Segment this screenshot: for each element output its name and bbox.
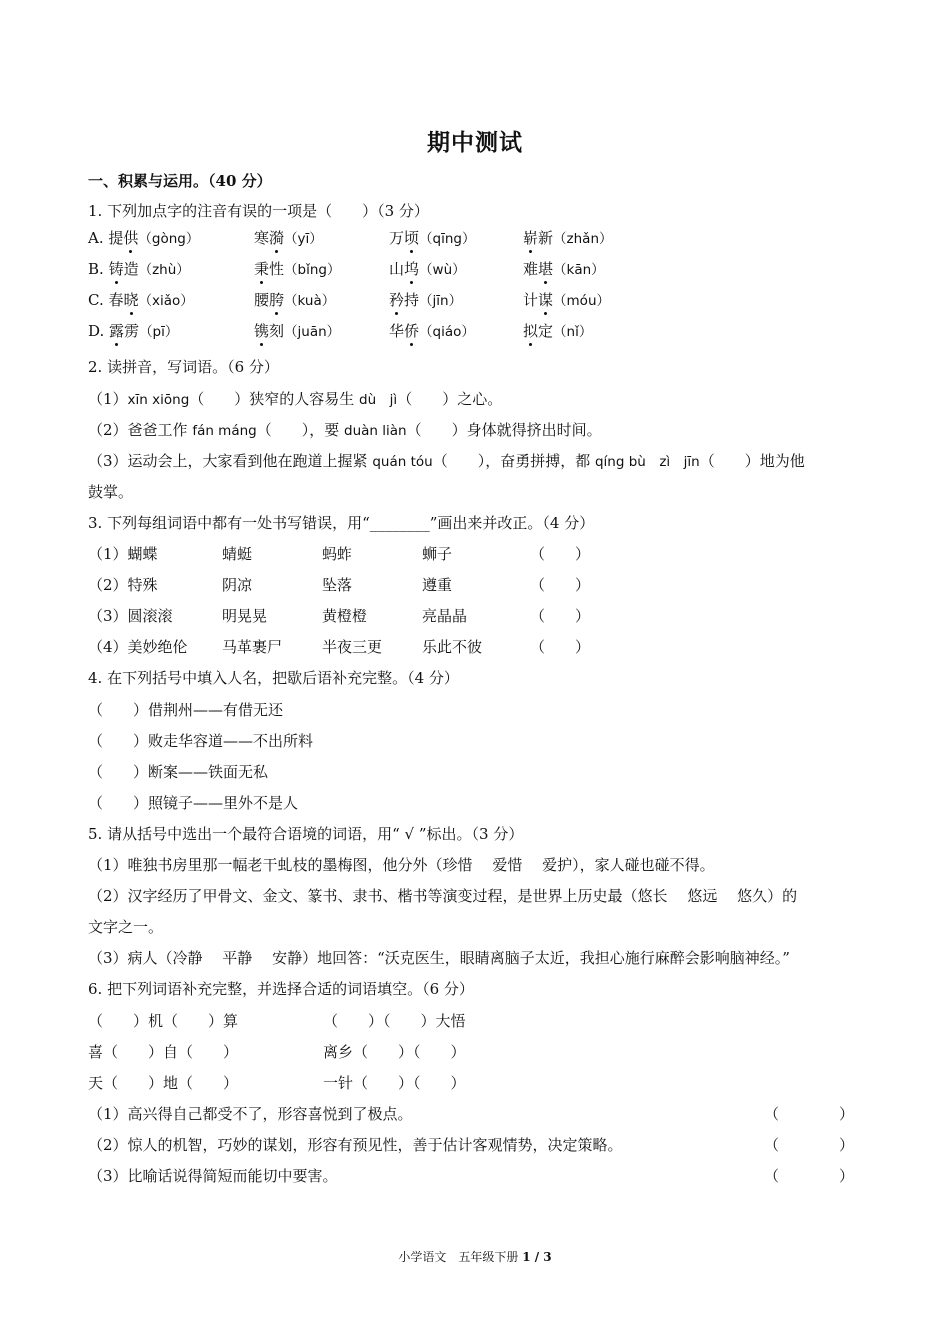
- q6-item-text: （1）高兴得自己都受不了，形容喜悦到了极点。: [88, 1105, 413, 1123]
- dotted-char: 侨: [404, 322, 420, 340]
- pinyin: （bǐng）: [284, 262, 341, 278]
- option-char: 雳: [124, 322, 140, 340]
- q1-option-word: [523, 259, 605, 280]
- q4-line: （ ）借荆州——有借无还: [88, 701, 284, 719]
- q3-word: 蚂蚱: [322, 545, 353, 563]
- q3-word: 半夜三更: [322, 638, 383, 656]
- q6-word-blank: 离乡（ ）（ ）: [323, 1043, 466, 1061]
- q3-word: 蜻蜓: [222, 545, 253, 563]
- q6-word-blank: 天（ ）地（ ）: [88, 1074, 239, 1092]
- pinyin: （zhù）: [138, 262, 190, 278]
- pinyin: （qīng）: [419, 231, 476, 247]
- dotted-char: 顷: [404, 229, 420, 247]
- section-heading: 一、积累与运用。（40 分）: [88, 172, 272, 190]
- q5-line: 文字之一。: [88, 918, 164, 936]
- pinyin: （zhǎn）: [553, 231, 613, 247]
- q1-option-word: [254, 259, 340, 280]
- dotted-char: 供: [123, 229, 139, 247]
- pinyin: （wù）: [419, 262, 466, 278]
- q3-word: （2）特殊: [88, 576, 158, 594]
- pinyin: （jīn）: [419, 293, 463, 309]
- q4-line: （ ）照镜子——里外不是人: [88, 794, 299, 812]
- option-char: 刻: [269, 322, 285, 340]
- q5-line: （3）病人（冷静 平静 安静）地回答：“沃克医生，眼睛离脑子太近，我担心施行麻醉会影响脑神经。”: [88, 949, 790, 967]
- q4-line: （ ）败走华容道——不出所料: [88, 732, 314, 750]
- pinyin: （nǐ）: [553, 324, 593, 340]
- dotted-char: 谋: [538, 291, 554, 309]
- option-char: 华: [389, 322, 405, 340]
- pinyin: （yī）: [284, 231, 323, 247]
- dotted-char: 矜: [389, 291, 405, 309]
- q6-item-blank: （ ）: [764, 1167, 855, 1185]
- pinyin: （pī）: [139, 324, 179, 340]
- q5-stem: 5. 请从括号中选出一个最符合语境的词语，用“ √ ”标出。（3 分）: [88, 825, 524, 843]
- q3-word: （4）美妙绝伦: [88, 638, 188, 656]
- option-char: 造: [123, 260, 139, 278]
- q1-option-word: [389, 259, 466, 280]
- dotted-char: 镌: [254, 322, 270, 340]
- q3-word: （1）蝴蝶: [88, 545, 158, 563]
- dotted-char: 崭: [523, 229, 539, 247]
- q1-option-word: [523, 321, 592, 342]
- q3-word: 亮晶晶: [422, 607, 468, 625]
- option-char: 寒: [254, 229, 270, 247]
- q6-item-text: （3）比喻话说得简短而能切中要害。: [88, 1167, 338, 1185]
- q6-word-blank: （ ）（ ）大悟: [323, 1012, 466, 1030]
- q6-stem: 6. 把下列词语补充完整，并选择合适的词语填空。（6 分）: [88, 980, 474, 998]
- option-letter: D.: [88, 322, 110, 340]
- q1-option-word: [523, 290, 610, 311]
- q6-word-blank: 一针（ ）（ ）: [323, 1074, 466, 1092]
- option-char: 持: [404, 291, 420, 309]
- dotted-char: 露: [109, 322, 125, 340]
- q1-option-word: [389, 290, 462, 311]
- option-char: 提: [108, 229, 124, 247]
- option-letter: B.: [88, 260, 109, 278]
- q2-line-4: 鼓掌。: [88, 483, 134, 501]
- q1-option-word: [88, 259, 190, 280]
- q3-answer-blank: （ ）: [530, 638, 591, 656]
- q1-option-word: [389, 321, 475, 342]
- pinyin: （xiǎo）: [138, 293, 194, 309]
- q6-item-text: （2）惊人的机智，巧妙的谋划，形容有预见性，善于估计客观情势，决定策略。: [88, 1136, 623, 1154]
- option-char: 难: [523, 260, 539, 278]
- q5-line: （1）唯独书房里那一幅老干虬枝的墨梅图，他分外（珍惜 爱惜 爱护），家人碰也碰不得。: [88, 856, 715, 874]
- q1-option-word: [88, 228, 199, 249]
- q3-word: 蛳子: [422, 545, 453, 563]
- option-char: 新: [538, 229, 554, 247]
- q4-line: （ ）断案——铁面无私: [88, 763, 269, 781]
- q4-stem: 4. 在下列括号中填入人名，把歇后语补充完整。（4 分）: [88, 669, 459, 687]
- dotted-char: 拟: [523, 322, 539, 340]
- option-char: 春: [108, 291, 124, 309]
- option-letter: C.: [88, 291, 109, 309]
- q2-line-2: （2）爸爸工作 fán máng（ ），要 duàn liàn（ ）身体就得挤出时间。: [88, 421, 602, 439]
- q6-item-blank: （ ）: [764, 1136, 855, 1154]
- q1-option-word: [88, 321, 178, 342]
- q6-word-blank: 喜（ ）自（ ）: [88, 1043, 239, 1061]
- q3-word: （3）圆滚滚: [88, 607, 173, 625]
- pinyin: （qiáo）: [419, 324, 475, 340]
- q1-option-word: [523, 228, 613, 249]
- option-letter: A.: [88, 229, 109, 247]
- q3-stem: 3. 下列每组词语中都有一处书写错误，用“________”画出来并改正。（4 分）: [88, 514, 595, 532]
- q2-line-3: （3）运动会上，大家看到他在跑道上握紧 quán tóu（ ），奋勇拼搏，都 qíng bù zì jīn（ ）地为他: [88, 452, 805, 470]
- pinyin: （móu）: [553, 293, 610, 309]
- dotted-char: 秉: [254, 260, 270, 278]
- q3-word: 黄橙橙: [322, 607, 368, 625]
- option-char: 性: [269, 260, 285, 278]
- option-char: 腰: [254, 291, 270, 309]
- q3-answer-blank: （ ）: [530, 607, 591, 625]
- q6-item-blank: （ ）: [764, 1105, 855, 1123]
- q3-word: 马革裹尸: [222, 638, 283, 656]
- q5-line: （2）汉字经历了甲骨文、金文、篆书、隶书、楷书等演变过程，是世界上历史最（悠长 悠远 悠久）的: [88, 887, 798, 905]
- pinyin: （juān）: [284, 324, 341, 340]
- page-title: 期中测试: [427, 129, 523, 156]
- pinyin: （gòng）: [138, 231, 200, 247]
- option-char: 计: [523, 291, 539, 309]
- q1-option-word: [254, 321, 340, 342]
- dotted-char: 堪: [538, 260, 554, 278]
- q2-line-1: （1）xīn xiōng（ ）狭窄的人容易生 dù jì（ ）之心。: [88, 390, 503, 408]
- q3-word: 乐此不彼: [422, 638, 483, 656]
- q3-word: 明晃晃: [222, 607, 268, 625]
- page-footer: 小学语文 五年级下册 1 / 3: [398, 1250, 552, 1264]
- q3-answer-blank: （ ）: [530, 576, 591, 594]
- pinyin: （kān）: [553, 262, 605, 278]
- option-char: 万: [389, 229, 405, 247]
- option-char: 山: [389, 260, 405, 278]
- q6-word-blank: （ ）机（ ）算: [88, 1012, 239, 1030]
- pinyin: （kuà）: [284, 293, 336, 309]
- dotted-char: 晓: [123, 291, 139, 309]
- q1-option-word: [254, 290, 335, 311]
- page-number: 1 / 3: [522, 1250, 552, 1264]
- q1-option-word: [254, 228, 323, 249]
- option-char: 定: [538, 322, 554, 340]
- q1-stem: 1. 下列加点字的注音有误的一项是（ ）（3 分）: [88, 202, 429, 220]
- q3-answer-blank: （ ）: [530, 545, 591, 563]
- q2-stem: 2. 读拼音，写词语。（6 分）: [88, 358, 279, 376]
- q1-option-word: [88, 290, 194, 311]
- dotted-char: 铸: [108, 260, 124, 278]
- q1-option-word: [389, 228, 475, 249]
- dotted-char: 漪: [269, 229, 285, 247]
- dotted-char: 坞: [404, 260, 420, 278]
- q3-word: 坠落: [322, 576, 353, 594]
- dotted-char: 胯: [269, 291, 285, 309]
- q3-word: 阴凉: [222, 576, 253, 594]
- q3-word: 遵重: [422, 576, 453, 594]
